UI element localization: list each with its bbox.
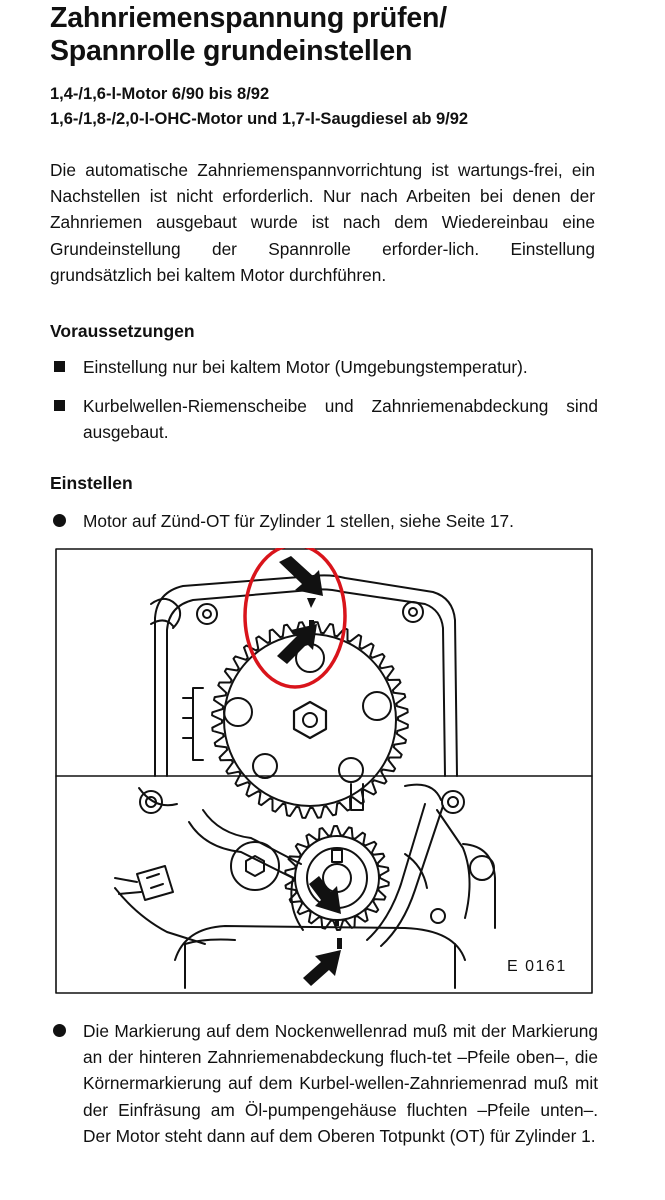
square-bullet-icon bbox=[54, 400, 65, 411]
page-title-line-2: Spannrolle grundeinstellen bbox=[50, 35, 413, 67]
intro-paragraph: Die automatische Zahnriemenspannvorrichtung ist wartungs-frei, ein Nachstellen ist nicht erforderlich. Nur nach Arbeiten bei denen der Zahnriemen ausgebaut wurde ist nach dem Wiedereinbau eine Grundeinstellung der Spannrolle erforder-lich. Einstellung grundsätzlich bei kaltem Motor durchführen. bbox=[50, 160, 595, 285]
figure-label: E 0161 bbox=[507, 958, 567, 975]
square-bullet-icon bbox=[54, 361, 65, 372]
list-item-text: Die Markierung auf dem Nockenwellenrad muß mit der Markierung an der hinteren Zahnriemenabdeckung fluch-tet –Pfeile oben–, die Körnermarkierung auf dem Kurbel-wellen-Zahnriemenrad muß mit der Einfräsung am Öl-pumpengehäuse fluchten –Pfeile unten–. Der Motor steht dann auf dem Oberen Totpunkt (OT) für Zylinder 1. bbox=[83, 1021, 598, 1146]
list-item bbox=[50, 508, 598, 534]
section-heading-voraussetzungen: Voraussetzungen bbox=[50, 321, 195, 341]
list-item-text: Kurbelwellen-Riemenscheibe und Zahnriemenabdeckung sind ausgebaut. bbox=[83, 396, 598, 443]
round-bullet-icon bbox=[53, 1024, 66, 1037]
section-heading-einstellen: Einstellen bbox=[50, 473, 133, 493]
crankshaft-sprocket bbox=[285, 826, 389, 930]
arrow-icon bbox=[303, 876, 341, 986]
arrow-icon bbox=[277, 556, 323, 664]
tensioner-pulley bbox=[231, 842, 279, 890]
crankshaft-housing bbox=[139, 784, 464, 813]
engine-subtitle-1: 1,4-/1,6-l-Motor 6/90 bis 8/92 bbox=[50, 85, 270, 103]
list-item bbox=[50, 393, 598, 445]
list-item-text: Motor auf Zünd-OT für Zylinder 1 stellen, siehe Seite 17. bbox=[83, 511, 514, 531]
camshaft-sprocket bbox=[212, 622, 408, 818]
cover-clip bbox=[151, 599, 203, 760]
sprocket-teeth bbox=[285, 826, 389, 930]
page-title bbox=[50, 2, 447, 68]
list-item-text: Einstellung nur bei kaltem Motor (Umgebungstemperatur). bbox=[83, 357, 528, 377]
timing-belt-figure bbox=[55, 548, 593, 994]
engine-subtitle-2: 1,6-/1,8-/2,0-l-OHC-Motor und 1,7-l-Saugdiesel ab 9/92 bbox=[50, 110, 469, 128]
round-bullet-icon bbox=[53, 514, 66, 527]
list-item bbox=[50, 354, 598, 380]
sensor-plug bbox=[115, 866, 173, 900]
list-item bbox=[50, 1018, 598, 1149]
page-title-line-1: Zahnriemenspannung prüfen/ bbox=[50, 2, 447, 34]
engine-diagram bbox=[55, 548, 593, 994]
